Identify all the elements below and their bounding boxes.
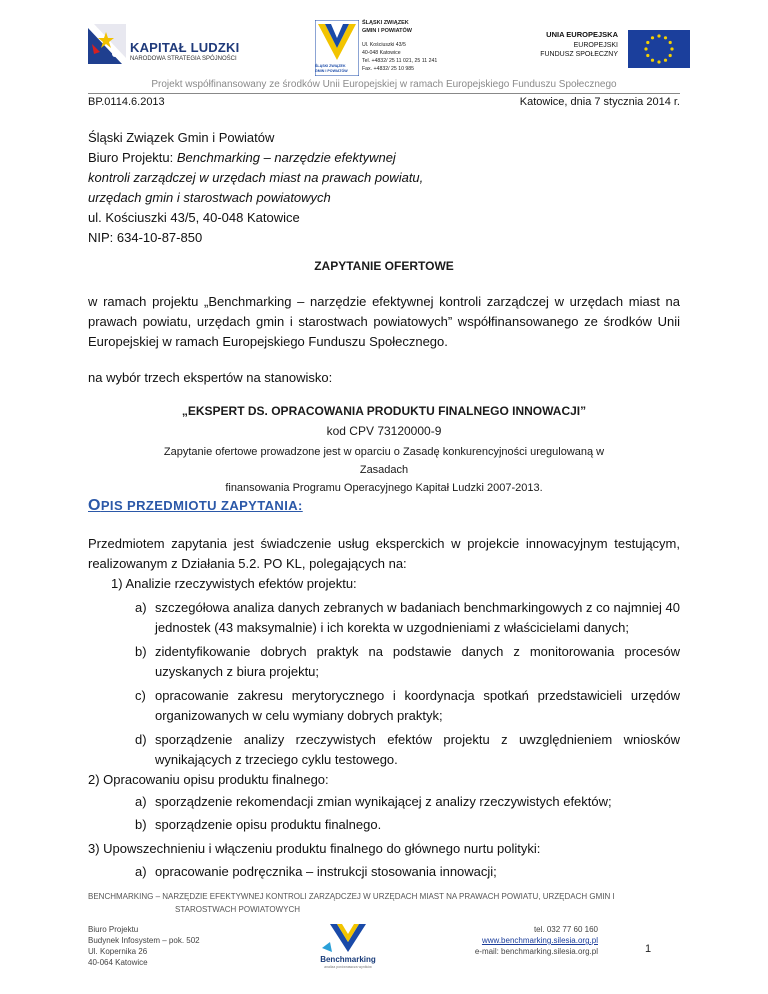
szgp-address-line: 40-048 Katowice: [362, 50, 401, 56]
legal-basis-note: [150, 443, 618, 497]
scope-list-item: [135, 862, 680, 882]
list-marker: b): [135, 644, 147, 659]
address-project-line-2: kontroli zarządczej w urzędach miast na prawach powiatu,: [88, 170, 424, 185]
footer-office-address: [88, 924, 200, 968]
scope-group-label: 1) Analizie rzeczywistych efektów projektu:: [111, 576, 357, 591]
list-item-text: sporządzenie analizy rzeczywistych efektów projektu z uwzględnieniem wniosków wynikających z trzeciego cyklu testowego.: [155, 732, 680, 767]
list-marker: d): [135, 732, 147, 747]
page-number: 1: [645, 943, 652, 955]
eu-flag-icon: [628, 30, 690, 68]
legal-basis-line-2: finansowania Programu Operacyjnego Kapitał Ludzki 2007-2013.: [225, 482, 543, 494]
szgp-address-line: Fax. +4832/ 25 10 985: [362, 66, 415, 72]
footer-project-line-2: STAROSTWACH POWIATOWYCH: [175, 905, 301, 914]
eu-title: UNIA EUROPEJSKA: [546, 30, 618, 39]
list-marker: a): [135, 864, 147, 879]
section-heading: [88, 497, 303, 515]
list-marker: c): [135, 688, 146, 703]
scope-list-item: [135, 815, 680, 835]
scope-list-item: [135, 598, 680, 638]
document-signature: BP.0114.6.2013: [88, 96, 165, 108]
cofunding-note: Projekt współfinansowany ze środków Unii Europejskiej w ramach Europejskiego Funduszu Społecznego: [151, 79, 617, 90]
benchmarking-logo-tagline: analiza porównawcza wyników: [324, 965, 372, 969]
scope-list-item: [135, 792, 680, 812]
scope-lead-paragraph: Przedmiotem zapytania jest świadczenie usług eksperckich w projekcie innowacyjnym testującym, realizowanym z Działania 5.2. PO KL, polegających na:: [88, 536, 680, 571]
scope-list-item: [135, 730, 680, 770]
kapital-ludzki-title: KAPITAŁ LUDZKI: [130, 40, 240, 55]
address-office-prefix: Biuro Projektu:: [88, 150, 177, 165]
address-project-line-1: Benchmarking – narzędzie efektywnej: [176, 150, 396, 165]
address-office: [88, 148, 508, 168]
benchmarking-emblem-icon: [318, 922, 378, 954]
szgp-address-line: Tel. +4832/ 25 11 021, 25 11 241: [362, 58, 438, 64]
kapital-ludzki-logo: [88, 24, 238, 72]
eu-fund-line-2: FUNDUSZ SPOŁECZNY: [540, 51, 618, 58]
footer-office-line: Biuro Projektu: [88, 925, 139, 934]
footer-phone: tel. 032 77 60 160: [533, 925, 598, 934]
address-project-line-3: urzędach gmin i starostwach powiatowych: [88, 190, 331, 205]
szgp-logo: [315, 20, 485, 80]
kapital-ludzki-subtitle: NARODOWA STRATEGIA SPÓJNOŚCI: [130, 56, 237, 62]
szgp-mini-name-2: GMIN I POWIATÓW: [315, 69, 348, 73]
list-marker: b): [135, 817, 147, 832]
list-item-text: opracowanie zakresu merytorycznego i koordynacja spotkań przedstawicieli urzędów organizowanych w celu wymiany dobrych praktyk;: [155, 688, 680, 723]
scope-list-item: [135, 642, 680, 682]
kapital-ludzki-emblem-icon: [88, 24, 126, 64]
list-item-text: sporządzenie rekomendacji zmian wynikającej z analizy rzeczywistych efektów;: [155, 794, 612, 809]
address-street: ul. Kościuszki 43/5, 40-048 Katowice: [88, 210, 300, 225]
section-heading-initial: O: [88, 497, 101, 514]
scope-group-label: 3) Upowszechnieniu i włączeniu produktu finalnego do głównego nurtu polityki:: [88, 841, 541, 856]
szgp-mini-name-1: ŚLĄSKI ZWIĄZEK: [315, 64, 346, 68]
eu-logo: [530, 30, 690, 70]
address-block: [88, 128, 508, 248]
list-marker: a): [135, 600, 147, 615]
list-item-text: zidentyfikowanie dobrych praktyk na podstawie danych z monitorowania procesów uzyskanych z biura projektu;: [155, 644, 680, 679]
szgp-name-line-2: GMIN I POWIATÓW: [362, 28, 413, 34]
eu-fund-line-1: EUROPEJSKI: [573, 42, 618, 49]
intro-paragraph: w ramach projektu „Benchmarking – narzędzie efektywnej kontroli zarządczej w urzędach miast na prawach powiatu, urzędach gmin i starostwach powiatowych” współfinansowanego ze środków Unii Europejskiej w ramach Europejskiego Funduszu Społecznego.: [88, 294, 680, 349]
document-date: Katowice, dnia 7 stycznia 2014 r.: [519, 96, 680, 108]
footer-office-line: 40-064 Katowice: [88, 958, 148, 967]
footer-contact: [475, 924, 598, 957]
list-item-text: opracowanie podręcznika – instrukcji stosowania innowacji;: [155, 864, 497, 879]
scope-group-label: 2) Opracowaniu opisu produktu finalnego:: [88, 772, 329, 787]
address-org: Śląski Związek Gmin i Powiatów: [88, 130, 275, 145]
list-marker: a): [135, 794, 147, 809]
footer-project-title: [88, 890, 680, 916]
footer-office-line: Budynek Infosystem – pok. 502: [88, 936, 200, 945]
szgp-name-line-1: ŚLĄSKI ZWIĄZEK: [362, 20, 409, 26]
selection-paragraph: na wybór trzech ekspertów na stanowisko:: [88, 370, 333, 385]
footer-office-line: Ul. Kopernika 26: [88, 947, 148, 956]
footer-email: e-mail: benchmarking.silesia.org.pl: [474, 947, 598, 956]
request-title: ZAPYTANIE OFERTOWE: [314, 259, 454, 273]
legal-basis-line-1: Zapytanie ofertowe prowadzone jest w oparciu o Zasadę konkurencyjności uregulowaną w Zasadach: [163, 446, 605, 476]
szgp-address-line: Ul. Kościuszki 43/5: [362, 42, 406, 48]
benchmarking-logo-name: Benchmarking: [320, 955, 376, 964]
list-item-text: szczegółowa analiza danych zebranych w badaniach benchmarkingowych z co najmniej 40 jednostek (43 maksymalnie) i ich korekta w uzgodnieniami z właścicielami danych;: [155, 600, 680, 635]
header-divider: [88, 93, 680, 94]
address-nip: NIP: 634-10-87-850: [88, 230, 203, 245]
list-item-text: sporządzenie opisu produktu finalnego.: [155, 817, 382, 832]
benchmarking-logo: [318, 922, 378, 972]
expert-position-title: „EKSPERT DS. OPRACOWANIA PRODUKTU FINALNEGO INNOWACJI”: [181, 404, 587, 418]
cpv-code: kod CPV 73120000-9: [326, 424, 442, 438]
footer-project-line-1: BENCHMARKING – NARZĘDZIE EFEKTYWNEJ KONTROLI ZARZĄDCZEJ W URZĘDACH MIAST NA PRAWACH POWIATU, URZĘDACH GMIN I: [88, 892, 615, 901]
scope-list-item: [135, 686, 680, 726]
footer-website-link[interactable]: www.benchmarking.silesia.org.pl: [481, 936, 598, 945]
section-heading-rest: PIS PRZEDMIOTU ZAPYTANIA:: [100, 498, 303, 513]
